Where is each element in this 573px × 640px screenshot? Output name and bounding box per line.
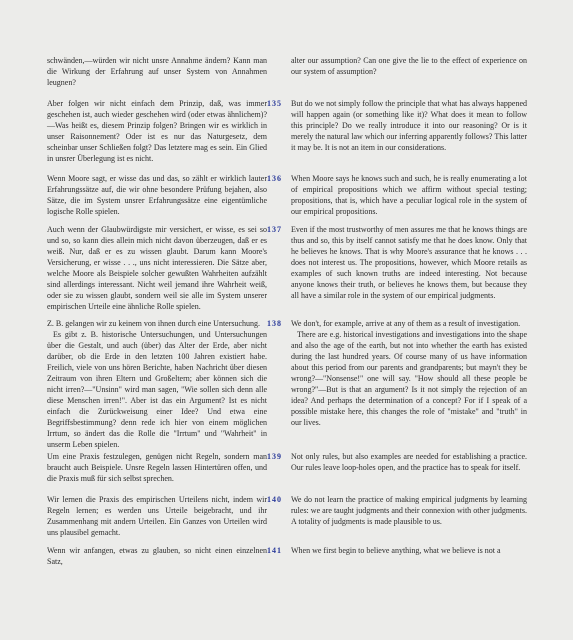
german-text: Wenn wir anfangen, etwas zu glauben, so nicht einen einzelnen Satz, [47, 546, 267, 566]
english-text: We don't, for example, arrive at any of them as a result of investigation. [291, 319, 521, 328]
german-text: Auch wenn der Glaubwürdigste mir versichert, er wisse, es sei so und so, so kann dies allein mich nicht davon überzeugen, daß er es weiß. Nur, daß er es zu wissen glaubt. Darum kann Moore's Versicherung, er wisse . . ., uns nicht interessieren. Die Sätze aber, welche Moore als Beispiele solcher gewußten Wahrheiten aufzählt sind allerdings interessant. Nicht weil jemand ihre Wahrheit weiß, oder sie zu wissen glaubt, sondern weil sie alle im System unserer empirischen Urteile eine ähnliche Rolle spielen. [47, 225, 267, 311]
german-text: Z. B. gelangen wir zu keinem von ihnen durch eine Untersuchung. [47, 319, 261, 328]
english-text: alter our assumption? Can one give the lie to the effect of experience on our system of assumption? [291, 56, 527, 76]
german-paragraph [47, 318, 267, 450]
english-paragraph [291, 318, 527, 428]
paragraph-number: 138 [267, 319, 282, 328]
german-text: schwänden,—würden wir nicht unsre Annahme ändern? Kann man die Wirkung der Erfahrung auf unser System von Annahmen leugnen? [47, 56, 267, 87]
english-paragraph [291, 451, 527, 473]
english-text: But do we not simply follow the principle that what has always happened will happen again (or something like it)? What does it mean to follow this principle? Do we really introduce it into our reasoning? Or is it merely the natural law which our inferring apparently follows? This latter it may be. It is not an item in our considerations. [291, 99, 527, 152]
paragraph-number: 141 [267, 546, 282, 555]
german-paragraph [47, 98, 267, 164]
english-paragraph [291, 173, 527, 217]
english-paragraph [291, 224, 527, 301]
german-paragraph [47, 224, 267, 312]
german-text: Wenn Moore sagt, er wisse das und das, so zählt er wirklich lauter Erfahrungssätze auf, die wir ohne besondere Prüfung bejahen, also Sätze, die im System unsrer Erfahrungssätze eine eigentümliche logische Rolle spielen. [47, 174, 267, 216]
english-text: There are e.g. historical investigations and investigations into the shape and also the age of the earth, but not into whether the earth has existed during the last hundred years. Of course many of us have information about this period from our parents and grandparents; but mayn't they be wrong?—"Nonsense!" one will say. "How should all these people be wrong?"—But is that an argument? Is it not simply the rejection of an idea? And perhaps the determination of a concept? For if I speak of a possible mistake here, this changes the role of "mistake" and "truth" in our lives. [291, 330, 527, 427]
english-text: We do not learn the practice of making empirical judgments by learning rules: we are taught judgments and their connexion with other judgments. A totality of judgments is made plausible to us. [291, 495, 527, 526]
german-text: Es gibt z. B. historische Untersuchungen, und Untersuchungen über die Gestalt, und auch (über) das Alter der Erde, aber nicht darüber, ob die Erde in den letzten 100 Jahren existiert habe. Freilich, viele von uns hören Berichte, haben Nachricht über diesen Zeitraum von ihren Eltern und Großeltern; aber können sich die nicht irren?—"Unsinn" wird man sagen, "Wie sollen sich denn alle diese Menschen irren!". Aber ist das ein Argument? Ist es nicht einfach die Zurückweisung einer Idee? Und etwa eine Begriffsbestimmung? denn rede ich hier von einem möglichen Irrtum, so ändert das die Rolle die "Irrtum" und "Wahrheit" in unserm Leben spielen. [47, 330, 267, 449]
paragraph-number: 140 [267, 495, 282, 504]
paragraph-number: 135 [267, 99, 282, 108]
english-text: When Moore says he knows such and such, he is really enumerating a lot of empirical propositions which we affirm without special testing; propositions, that is, which have a peculiar logical role in the system of our empirical propositions. [291, 174, 527, 216]
german-paragraph [47, 494, 267, 538]
german-paragraph [47, 451, 267, 484]
german-paragraph [47, 55, 267, 88]
english-text: When we first begin to believe anything, what we believe is not a [291, 546, 501, 555]
english-text: Not only rules, but also examples are needed for establishing a practice. Our rules leave loop-holes open, and the practice has to speak for itself. [291, 452, 527, 472]
paragraph-number: 137 [267, 225, 282, 234]
paragraph-number: 139 [267, 452, 282, 461]
paragraph-number: 136 [267, 174, 282, 183]
german-paragraph [47, 173, 267, 217]
german-text: Um eine Praxis festzulegen, genügen nicht Regeln, sondern man braucht auch Beispiele. Unsre Regeln lassen Hintertüren offen, und die Praxis muß für sich selbst sprechen. [47, 452, 267, 483]
german-text: Wir lernen die Praxis des empirischen Urteilens nicht, indem wir Regeln lernen; es werden uns Urteile beigebracht, und ihr Zusammenhang mit andern Urteilen. Ein Ganzes von Urteilen wird uns plausibel gemacht. [47, 495, 267, 537]
english-paragraph [291, 494, 527, 527]
german-text: Aber folgen wir nicht einfach dem Prinzip, daß, was immer geschehen ist, auch wieder geschehen wird (oder etwas ähnlichem)?—Was heißt es, diesem Prinzip folgen? Bringen wir es wirklich in unser Raisonnement? Oder ist es nur das Naturgesetz, dem scheinbar unser Schließen folgt? Das letztere mag es sein. Ein Glied in unsrer Überlegung ist es nicht. [47, 99, 267, 163]
german-paragraph [47, 545, 267, 567]
english-paragraph [291, 98, 527, 153]
english-text: Even if the most trustworthy of men assures me that he knows things are thus and so, this by itself cannot satisfy me that he does know. Only that he believes he knows. That is why Moore's assurance that he knows . . . does not interest us. The propositions, however, which Moore retails as examples of such known truths are indeed interesting. Not because anyone knows their truth, or believes he knows them, but because they all have a similar role in the system of our empirical judgments. [291, 225, 527, 300]
english-paragraph [291, 55, 527, 77]
english-paragraph [291, 545, 527, 556]
